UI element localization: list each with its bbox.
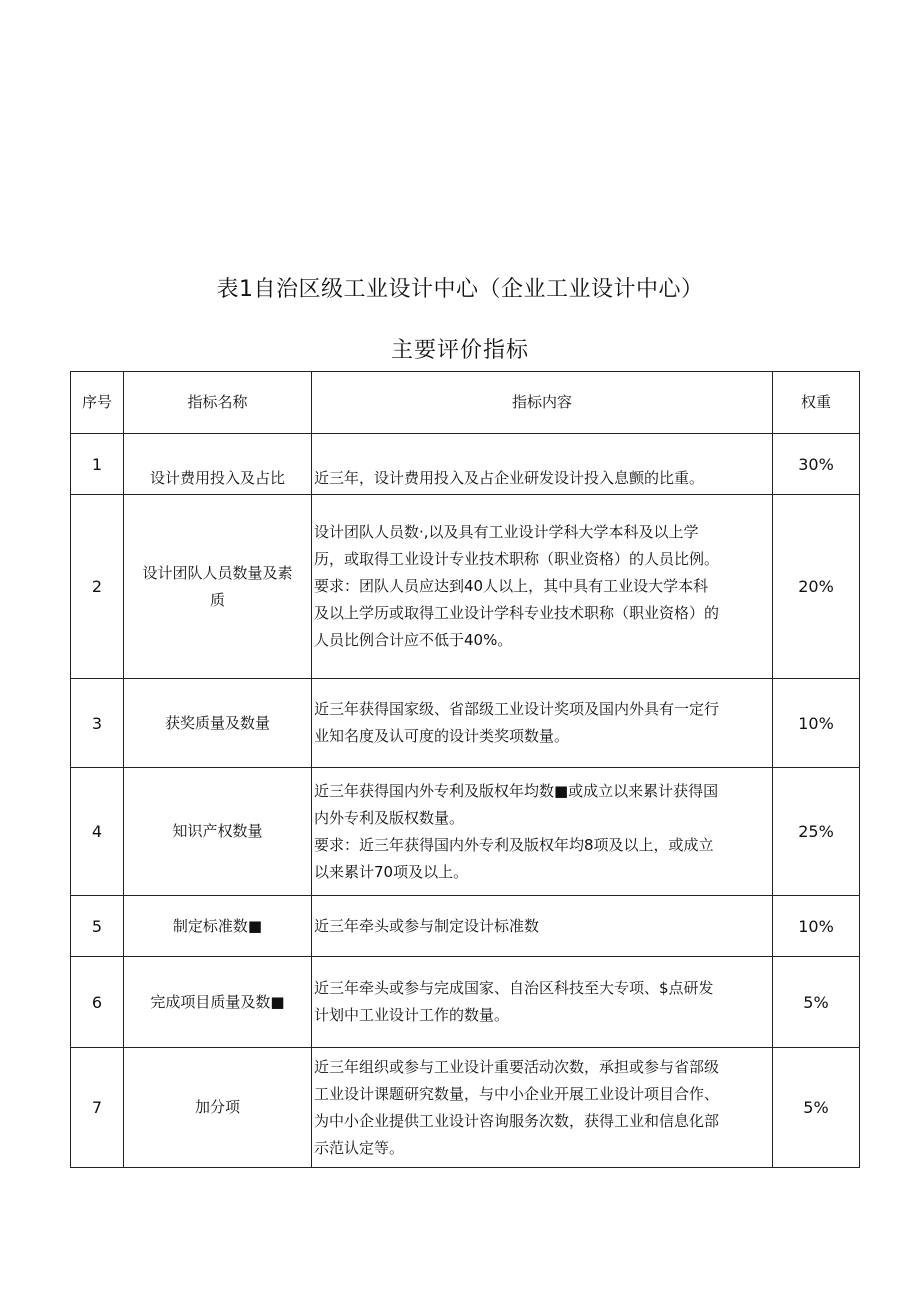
content-line: 近三年，设计费用投入及占企业研发设计投入息颤的比重。 (314, 469, 705, 487)
name-line: 质 (209, 590, 225, 609)
indicator-name: 加分项 (124, 1048, 312, 1168)
indicator-name: 获奖质量及数量 (124, 679, 312, 768)
table-row (71, 896, 860, 957)
content-line: 历，或取得工业设计专业技术职称（职业资格）的人员比例。 (314, 550, 720, 568)
content-line: 计划中工业设计工作的数量。 (314, 1006, 510, 1024)
table-row (71, 1048, 860, 1168)
indicator-content (312, 896, 773, 957)
content-line: 要求：团队人员应达到40人以上，其中具有工业设大学本科 (314, 577, 709, 595)
indicator-name (124, 495, 312, 679)
content-line: 近三年牵头或参与制定设计标准数 (314, 916, 540, 935)
row-number: 1 (71, 434, 124, 495)
header-name: 指标名称 (124, 372, 312, 434)
indicator-content (312, 1048, 773, 1168)
header-content: 指标内容 (312, 372, 773, 434)
indicator-content (312, 768, 773, 896)
evaluation-table (70, 371, 860, 1168)
content-line: 内外专利及版权数量。 (314, 808, 465, 827)
content-line: 近三年获得国家级、省部级工业设计奖项及国内外具有一定行 (314, 700, 720, 718)
content-line: 近三年获得国内外专利及版权年均数■或成立以来累计获得国 (314, 781, 719, 800)
content-line: 业知名度及认可度的设计类奖项数量。 (314, 727, 570, 745)
row-number: 5 (71, 896, 124, 957)
weight-value: 25% (773, 768, 860, 896)
indicator-content (312, 679, 773, 768)
row-number: 7 (71, 1048, 124, 1168)
content-line: 为中小企业提供工业设计咨询服务次数，获得工业和信息化部 (314, 1111, 720, 1130)
weight-value: 10% (773, 679, 860, 768)
weight-value: 5% (773, 957, 860, 1048)
table-row (71, 434, 860, 495)
content-line: 要求：近三年获得国内外专利及版权年均8项及以上，或成立 (314, 835, 714, 854)
content-line: 近三年牵头或参与完成国家、自治区科技至大专项、$点研发 (314, 979, 714, 997)
weight-value: 30% (773, 434, 860, 495)
row-number: 6 (71, 957, 124, 1048)
indicator-name: 完成项目质量及数■ (124, 957, 312, 1048)
content-line: 设计团队人员数·,以及具有工业设计学科大学本科及以上学 (314, 523, 699, 541)
table-row (71, 957, 860, 1048)
table-row (71, 679, 860, 768)
row-number: 3 (71, 679, 124, 768)
content-line: 示范认定等。 (314, 1138, 405, 1157)
content-line: 工业设计课题研究数量，与中小企业开展工业设计项目合作、 (314, 1084, 720, 1103)
name-line: 设计团队人员数量及素 (142, 563, 293, 582)
table-subtitle: 主要评价指标 (390, 338, 529, 363)
content-line: 近三年组织或参与工业设计重要活动次数，承担或参与省部级 (314, 1057, 720, 1076)
table-row (71, 495, 860, 679)
header-no: 序号 (71, 372, 124, 434)
content-line: 以来累计70项及以上。 (314, 862, 469, 881)
indicator-content (312, 957, 773, 1048)
weight-value: 5% (773, 1048, 860, 1168)
indicator-name: 知识产权数量 (124, 768, 312, 896)
row-number: 2 (71, 495, 124, 679)
header-weight: 权重 (773, 372, 860, 434)
weight-value: 20% (773, 495, 860, 679)
indicator-name: 设计费用投入及占比 (124, 434, 312, 495)
indicator-name: 制定标准数■ (124, 896, 312, 957)
header-row (71, 372, 860, 434)
weight-value: 10% (773, 896, 860, 957)
table-row (71, 768, 860, 896)
indicator-content (312, 495, 773, 679)
content-line: 及以上学历或取得工业设计学科专业技术职称（职业资格）的 (314, 604, 720, 622)
row-number: 4 (71, 768, 124, 896)
content-line: 人员比例合计应不低于40%。 (314, 631, 513, 649)
table-title: 表1自治区级工业设计中心（企业工业设计中心） (216, 277, 704, 302)
indicator-content (312, 434, 773, 495)
